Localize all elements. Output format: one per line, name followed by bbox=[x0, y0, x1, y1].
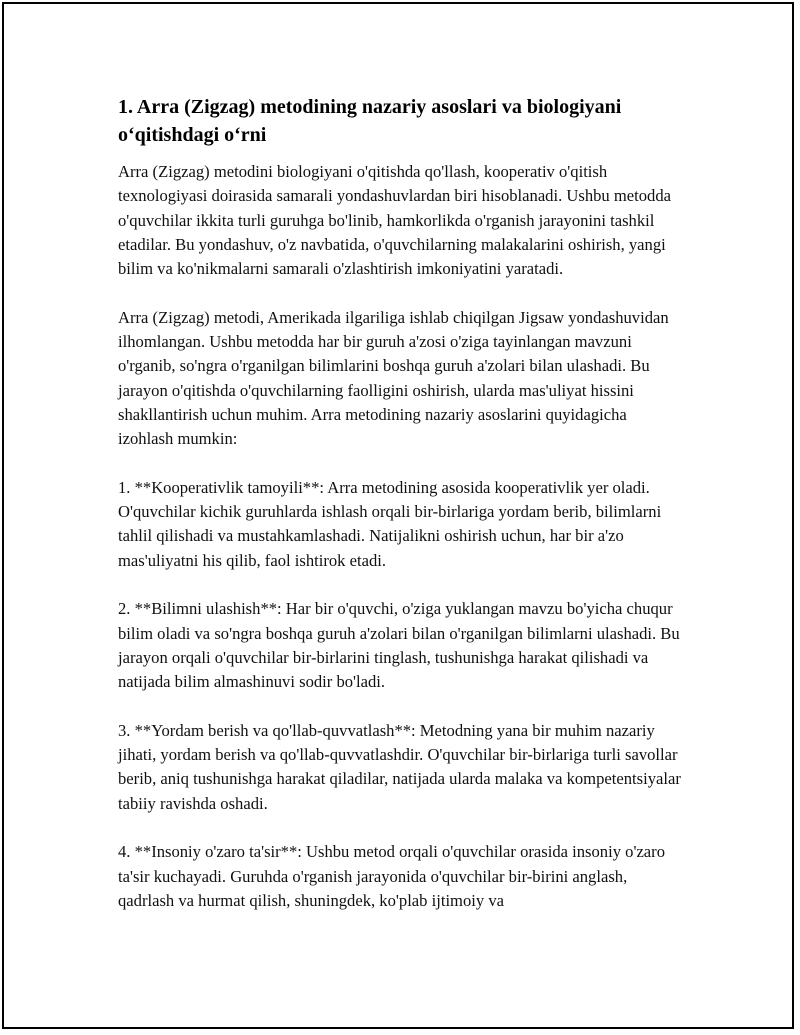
document-body bbox=[118, 93, 683, 913]
paragraph-gap bbox=[118, 281, 683, 305]
list-item-knowledge-sharing: 2. **Bilimni ulashish**: Har bir o'quvchi, o'ziga yuklangan mavzu bo'yicha chuqur bilim oladi va so'ngra boshqa guruh a'zolari bilan o'rganilgan bilimlarni ulashadi. Bu jarayon orqali o'quvchilar bir-birlarini tinglash, tushunishga harakat qilishadi va natijada bilim almashinuvi sodir bo'ladi. bbox=[118, 599, 680, 692]
paragraph-gap bbox=[118, 573, 683, 597]
list-item-cooperation: 1. **Kooperativlik tamoyili**: Arra metodining asosida kooperativlik yer oladi. O'quvchilar kichik guruhlarda ishlash orqali bir-birlariga yordam berib, bilimlarni tahlil qilishadi va mustahkamlashadi. Natijalikni oshirish uchun, har bir a'zo mas'uliyatni his qilib, faol ishtirok etadi. bbox=[118, 477, 662, 570]
paragraph-gap bbox=[118, 695, 683, 719]
section-heading: 1. Arra (Zigzag) metodining nazariy asoslari va biologiyani o‘qitishdagi o‘rni bbox=[118, 96, 622, 146]
paragraph-gap bbox=[118, 816, 683, 840]
paragraph-intro: Arra (Zigzag) metodini biologiyani o'qitishda qo'llash, kooperativ o'qitish texnologiyasi doirasida samarali yondashuvlardan biri hisoblanadi. Ushbu metodda o'quvchilar ikkita turli guruhga bo'linib, hamkorlikda o'rganish jarayonini tashkil etadilar. Bu yondashuv, o'z navbatida, o'quvchilarning malakalarini oshirish, yangi bilim va ko'nikmalarni samarali o'zlashtirish imkoniyatini yaratadi. bbox=[118, 162, 672, 279]
list-item-support: 3. **Yordam berish va qo'llab-quvvatlash**: Metodning yana bir muhim nazariy jihati, yordam berish va qo'llab-quvvatlashdir. O'quvchilar bir-birlariga turli savollar berib, aniq tushunishga harakat qiladilar, natijada ularda malaka va kompetentsiyalar tabiiy ravishda oshadi. bbox=[118, 720, 681, 813]
list-item-interaction: 4. **Insoniy o'zaro ta'sir**: Ushbu metod orqali o'quvchilar orasida insoniy o'zaro ta'sir kuchayadi. Guruhda o'rganish jarayonida o'quvchilar bir-birini anglash, qadrlash va hurmat qilish, shuningdek, ko'plab ijtimoiy va bbox=[118, 842, 665, 910]
paragraph-jigsaw-origin: Arra (Zigzag) metodi, Amerikada ilgariliga ishlab chiqilgan Jigsaw yondashuvidan ilhomlangan. Ushbu metodda har bir guruh a'zosi o'ziga tayinlangan mavzuni o'rganib, so'ngra o'rganilgan bilimlarini boshqa guruh a'zolari bilan ulashadi. Bu jarayon o'qitishda o'quvchilarning faolligini oshirish, ularda mas'uliyat hissini shakllantirish uchun muhim. Arra metodining nazariy asoslarini quyidagicha izohlash mumkin: bbox=[118, 307, 669, 449]
paragraph-gap bbox=[118, 452, 683, 476]
